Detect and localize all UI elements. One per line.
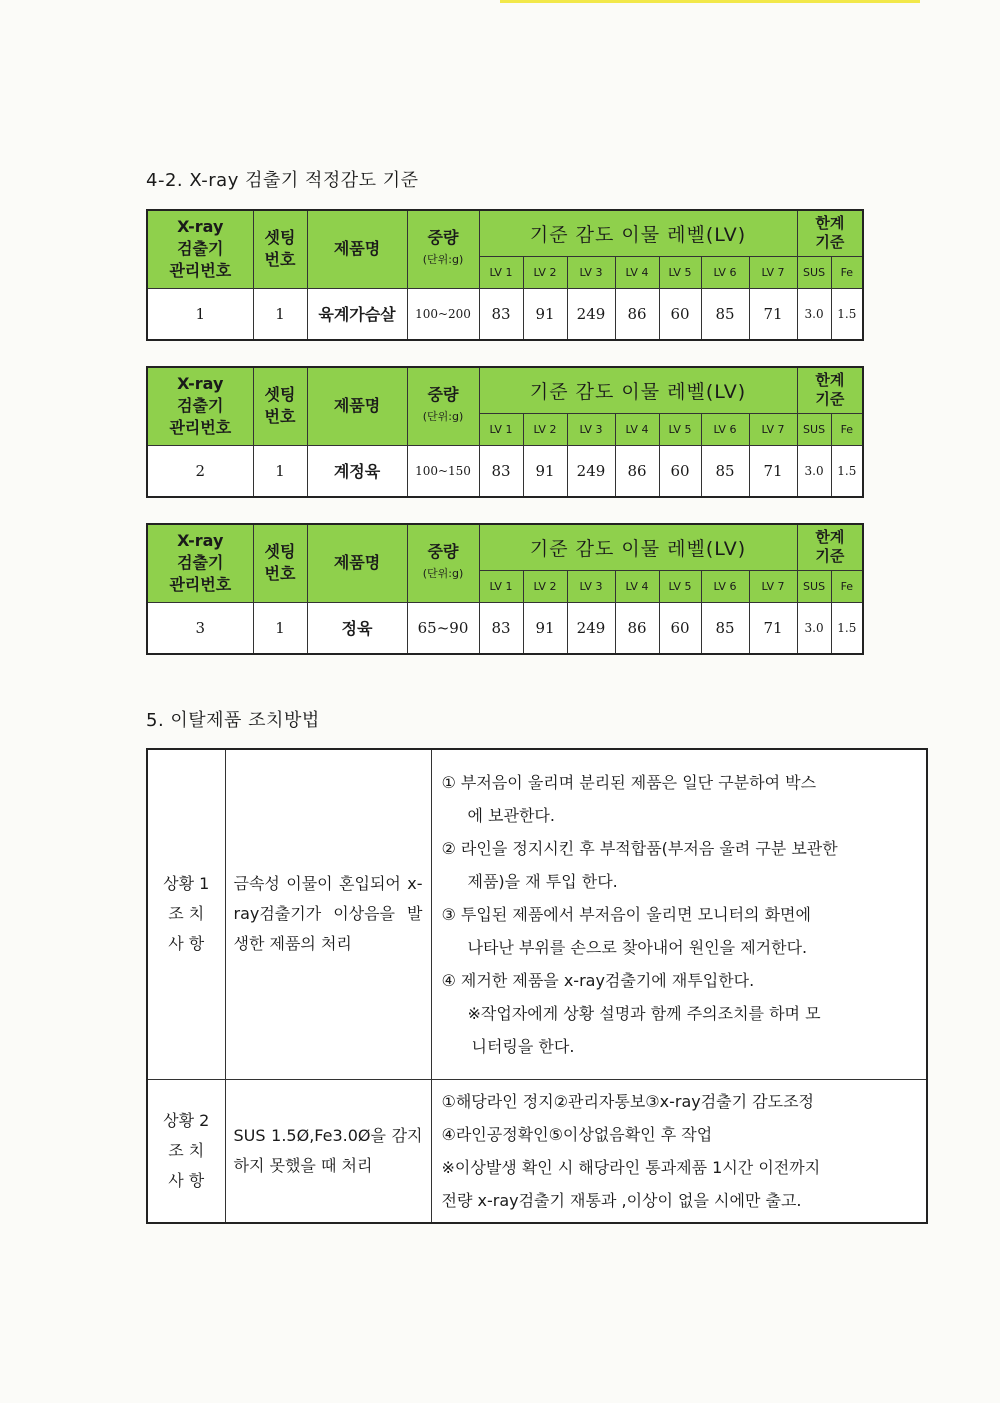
table-row bbox=[147, 602, 863, 654]
limit-header: 한계 기준 bbox=[797, 524, 863, 570]
level-value-5: 60 bbox=[659, 602, 701, 654]
level-header-2: LV 2 bbox=[523, 570, 567, 602]
action-line: ④ 제거한 제품을 x-ray검출기에 재투입한다. bbox=[441, 970, 755, 990]
level-group-header: 기준 감도 이물 레벨(LV) bbox=[479, 367, 797, 413]
fe-header: Fe bbox=[831, 256, 863, 288]
level-group-header: 기준 감도 이물 레벨(LV) bbox=[479, 210, 797, 256]
xray-table-3 bbox=[146, 523, 864, 655]
mgmt-no-cell: 2 bbox=[147, 445, 253, 497]
mgmt-no-header: X-ray 검출기 관리번호 bbox=[147, 210, 253, 288]
fe-header: Fe bbox=[831, 413, 863, 445]
xray-table-1 bbox=[146, 209, 864, 341]
section-5-title: 5. 이탈제품 조치방법 bbox=[146, 710, 320, 731]
action-line: 제품)을 재 투입 한다. bbox=[467, 871, 618, 891]
level-header-1: LV 1 bbox=[479, 413, 523, 445]
level-header-6: LV 6 bbox=[701, 256, 749, 288]
level-header-7: LV 7 bbox=[749, 570, 797, 602]
sus-cell: 3.0 bbox=[797, 445, 831, 497]
situation-1-row bbox=[147, 749, 927, 1079]
fe-header: Fe bbox=[831, 570, 863, 602]
situation-2-row bbox=[147, 1079, 927, 1223]
action-line: 나타난 부위를 손으로 찾아내어 원인을 제거한다. bbox=[467, 937, 808, 957]
level-value-7: 71 bbox=[749, 445, 797, 497]
level-header-5: LV 5 bbox=[659, 256, 701, 288]
page-edge-highlight bbox=[500, 0, 920, 3]
weight-header: 중량 (단위:g) bbox=[407, 367, 479, 445]
fe-cell: 1.5 bbox=[831, 288, 863, 340]
level-value-1: 83 bbox=[479, 288, 523, 340]
setting-no-cell: 1 bbox=[253, 445, 307, 497]
sus-header: SUS bbox=[797, 256, 831, 288]
level-header-6: LV 6 bbox=[701, 413, 749, 445]
mgmt-no-cell: 3 bbox=[147, 602, 253, 654]
level-header-1: LV 1 bbox=[479, 256, 523, 288]
level-value-6: 85 bbox=[701, 288, 749, 340]
level-value-4: 86 bbox=[615, 288, 659, 340]
deviation-action-table bbox=[146, 748, 928, 1224]
limit-header: 한계 기준 bbox=[797, 367, 863, 413]
level-header-4: LV 4 bbox=[615, 256, 659, 288]
level-value-3: 249 bbox=[567, 602, 615, 654]
level-header-5: LV 5 bbox=[659, 413, 701, 445]
mgmt-no-header: X-ray 검출기 관리번호 bbox=[147, 367, 253, 445]
product-cell: 육계가슴살 bbox=[307, 288, 407, 340]
level-header-4: LV 4 bbox=[615, 570, 659, 602]
level-value-3: 249 bbox=[567, 288, 615, 340]
mgmt-no-cell: 1 bbox=[147, 288, 253, 340]
mgmt-no-header: X-ray 검출기 관리번호 bbox=[147, 524, 253, 602]
level-value-6: 85 bbox=[701, 445, 749, 497]
action-note-line: 니터링을 한다. bbox=[471, 1036, 575, 1056]
situation-2-condition: SUS 1.5Ø,Fe3.0Ø을 감지하지 못했을 때 처리 bbox=[225, 1079, 431, 1223]
limit-header: 한계 기준 bbox=[797, 210, 863, 256]
product-header: 제품명 bbox=[307, 210, 407, 288]
sus-header: SUS bbox=[797, 413, 831, 445]
setting-no-header: 셋팅 번호 bbox=[253, 524, 307, 602]
situation-2-actions bbox=[431, 1079, 927, 1223]
level-header-3: LV 3 bbox=[567, 570, 615, 602]
situation-2-label: 상황 2 조 치 사 항 bbox=[147, 1079, 225, 1223]
level-value-5: 60 bbox=[659, 288, 701, 340]
level-header-3: LV 3 bbox=[567, 413, 615, 445]
action-note-line: 전량 x-ray검출기 재통과 ,이상이 없을 시에만 출고. bbox=[441, 1190, 802, 1210]
level-value-3: 249 bbox=[567, 445, 615, 497]
product-cell: 계정육 bbox=[307, 445, 407, 497]
action-line: ② 라인을 정지시킨 후 부적합품(부저음 울려 구분 보관한 bbox=[441, 838, 838, 858]
section-4-2-title: 4-2. X-ray 검출기 적정감도 기준 bbox=[146, 170, 419, 191]
level-header-4: LV 4 bbox=[615, 413, 659, 445]
level-header-1: LV 1 bbox=[479, 570, 523, 602]
action-line: ④라인공정확인⑤이상없음확인 후 작업 bbox=[441, 1124, 713, 1144]
sus-cell: 3.0 bbox=[797, 602, 831, 654]
setting-no-header: 셋팅 번호 bbox=[253, 367, 307, 445]
setting-no-cell: 1 bbox=[253, 288, 307, 340]
fe-cell: 1.5 bbox=[831, 445, 863, 497]
action-note-line: ※이상발생 확인 시 해당라인 통과제품 1시간 이전까지 bbox=[441, 1157, 821, 1177]
sus-header: SUS bbox=[797, 570, 831, 602]
level-value-4: 86 bbox=[615, 602, 659, 654]
weight-cell: 100~150 bbox=[407, 445, 479, 497]
table-row bbox=[147, 288, 863, 340]
weight-header: 중량 (단위:g) bbox=[407, 210, 479, 288]
table-row bbox=[147, 445, 863, 497]
situation-1-actions bbox=[431, 749, 927, 1079]
weight-header: 중량 (단위:g) bbox=[407, 524, 479, 602]
weight-cell: 65~90 bbox=[407, 602, 479, 654]
setting-no-cell: 1 bbox=[253, 602, 307, 654]
product-header: 제품명 bbox=[307, 524, 407, 602]
situation-1-label: 상황 1 조 치 사 항 bbox=[147, 749, 225, 1079]
action-line: ① 부저음이 울리며 분리된 제품은 일단 구분하여 박스 bbox=[441, 772, 817, 792]
fe-cell: 1.5 bbox=[831, 602, 863, 654]
level-value-2: 91 bbox=[523, 602, 567, 654]
action-line: ①해당라인 정지②관리자통보③x-ray검출기 감도조정 bbox=[441, 1091, 815, 1111]
level-value-7: 71 bbox=[749, 602, 797, 654]
level-header-3: LV 3 bbox=[567, 256, 615, 288]
level-header-2: LV 2 bbox=[523, 256, 567, 288]
level-value-1: 83 bbox=[479, 602, 523, 654]
level-header-5: LV 5 bbox=[659, 570, 701, 602]
product-cell: 정육 bbox=[307, 602, 407, 654]
level-header-7: LV 7 bbox=[749, 256, 797, 288]
weight-cell: 100~200 bbox=[407, 288, 479, 340]
level-value-5: 60 bbox=[659, 445, 701, 497]
setting-no-header: 셋팅 번호 bbox=[253, 210, 307, 288]
level-group-header: 기준 감도 이물 레벨(LV) bbox=[479, 524, 797, 570]
level-header-2: LV 2 bbox=[523, 413, 567, 445]
level-value-7: 71 bbox=[749, 288, 797, 340]
level-header-6: LV 6 bbox=[701, 570, 749, 602]
situation-1-condition: 금속성 이물이 혼입되어 x-ray검출기가 이상음을 발생한 제품의 처리 bbox=[225, 749, 431, 1079]
level-value-2: 91 bbox=[523, 288, 567, 340]
level-value-6: 85 bbox=[701, 602, 749, 654]
level-value-2: 91 bbox=[523, 445, 567, 497]
action-note-line: ※작업자에게 상황 설명과 함께 주의조치를 하며 모 bbox=[467, 1003, 821, 1023]
level-header-7: LV 7 bbox=[749, 413, 797, 445]
level-value-1: 83 bbox=[479, 445, 523, 497]
product-header: 제품명 bbox=[307, 367, 407, 445]
action-line: ③ 투입된 제품에서 부저음이 울리면 모니터의 화면에 bbox=[441, 904, 811, 924]
action-line: 에 보관한다. bbox=[467, 805, 555, 825]
xray-table-2 bbox=[146, 366, 864, 498]
sus-cell: 3.0 bbox=[797, 288, 831, 340]
level-value-4: 86 bbox=[615, 445, 659, 497]
